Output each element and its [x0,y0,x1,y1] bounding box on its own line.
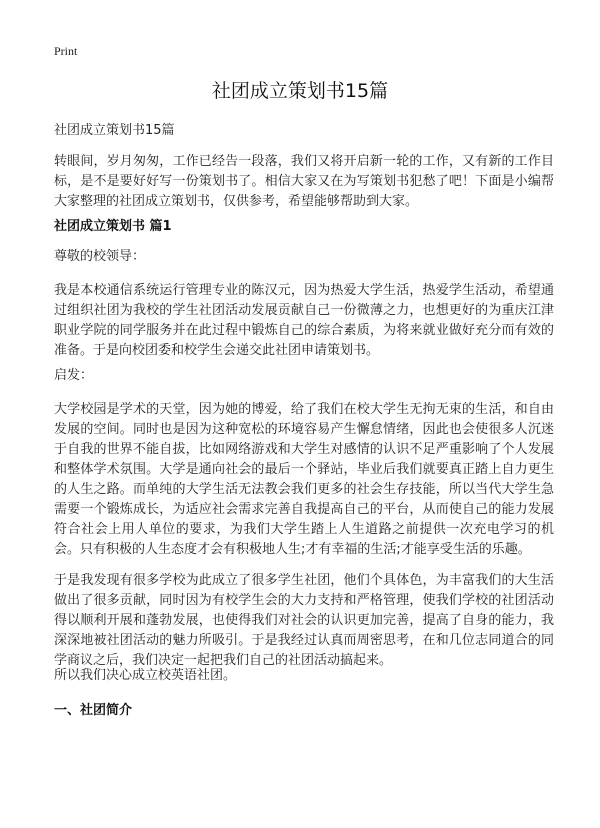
decision-paragraph: 所以我们决心成立校英语社团。 [54,668,237,683]
intro-paragraph: 转眼间，岁月匆匆，工作已经告一段落，我们又将开启新一轮的工作，又有新的工作目标，是不是要好好写一份策划书了。相信大家又在为写策划书犯愁了吧！下面是小编帮大家整理的社团成立策划书，仅供参考，希望能够帮助到大家。 [54,154,554,209]
self-introduction-paragraph: 我是本校通信系统运行管理专业的陈汉元，因为热爱大学生活，热爱学生活动，希望通过组织社团为我校的学生社团活动发展贡献自己一份微薄之力，也想更好的为重庆江津职业学院的同学服务并在此过程中锻炼自己的综合素质，为将来就业做好充分而有效的准备。于是向校团委和校学生会递交此社团申请策划书。 [54,283,554,358]
greeting-text: 尊敬的校领导： [54,249,146,264]
inspiration-label: 启发： [54,368,94,383]
section-heading: 社团成立策划书 篇1 [54,219,172,234]
print-link[interactable]: Print [54,44,78,58]
campus-paragraph: 大学校园是学术的天堂，因为她的博爱，给了我们在校大学生无拘无束的生活，和自由发展的空间。同时也是因为这种宽松的环境容易产生懈怠情绪，因此也会使很多人沉迷于自我的世界不能自拔，比如网络游戏和大学生对感情的认识不足严重影响了个人发展和整体学术氛围。大学是通向社会的最后一个驿站，毕业后我们就要真正踏上自力更生的人生之路。而单纯的大学生活无法教会我们更多的社会生存技能，所以当代大学生急需要一个锻炼成长，为适应社会需求完善自我提高自己的平台，从而使自己的能力发展符合社会上用人单位的要求，为我们大学生踏上人生道路之前提供一次充电学习的机会。只有积极的人生态度才会有积极地人生;才有幸福的生活;才能享受生活的乐趣。 [54,402,554,557]
document-title: 社团成立策划书15篇 [211,80,389,102]
discovery-paragraph: 于是我发现有很多学校为此成立了很多学生社团，他们个具体色，为丰富我们的大生活做出了很多贡献，同时因为有校学生会的大力支持和严格管理，使我们学校的社团活动得以顺利开展和蓬勃发展，也使得我们对社会的认识更加完善，提高了自身的能力，我深深地被社团活动的魅力所吸引。于是我经过认真而周密思考，在和几位志同道合的同学商议之后，我们决定一起把我们自己的社团活动搞起来。 [54,573,554,668]
club-intro-subheading: 一、社团简介 [54,703,133,718]
document-subtitle: 社团成立策划书15篇 [54,123,175,138]
